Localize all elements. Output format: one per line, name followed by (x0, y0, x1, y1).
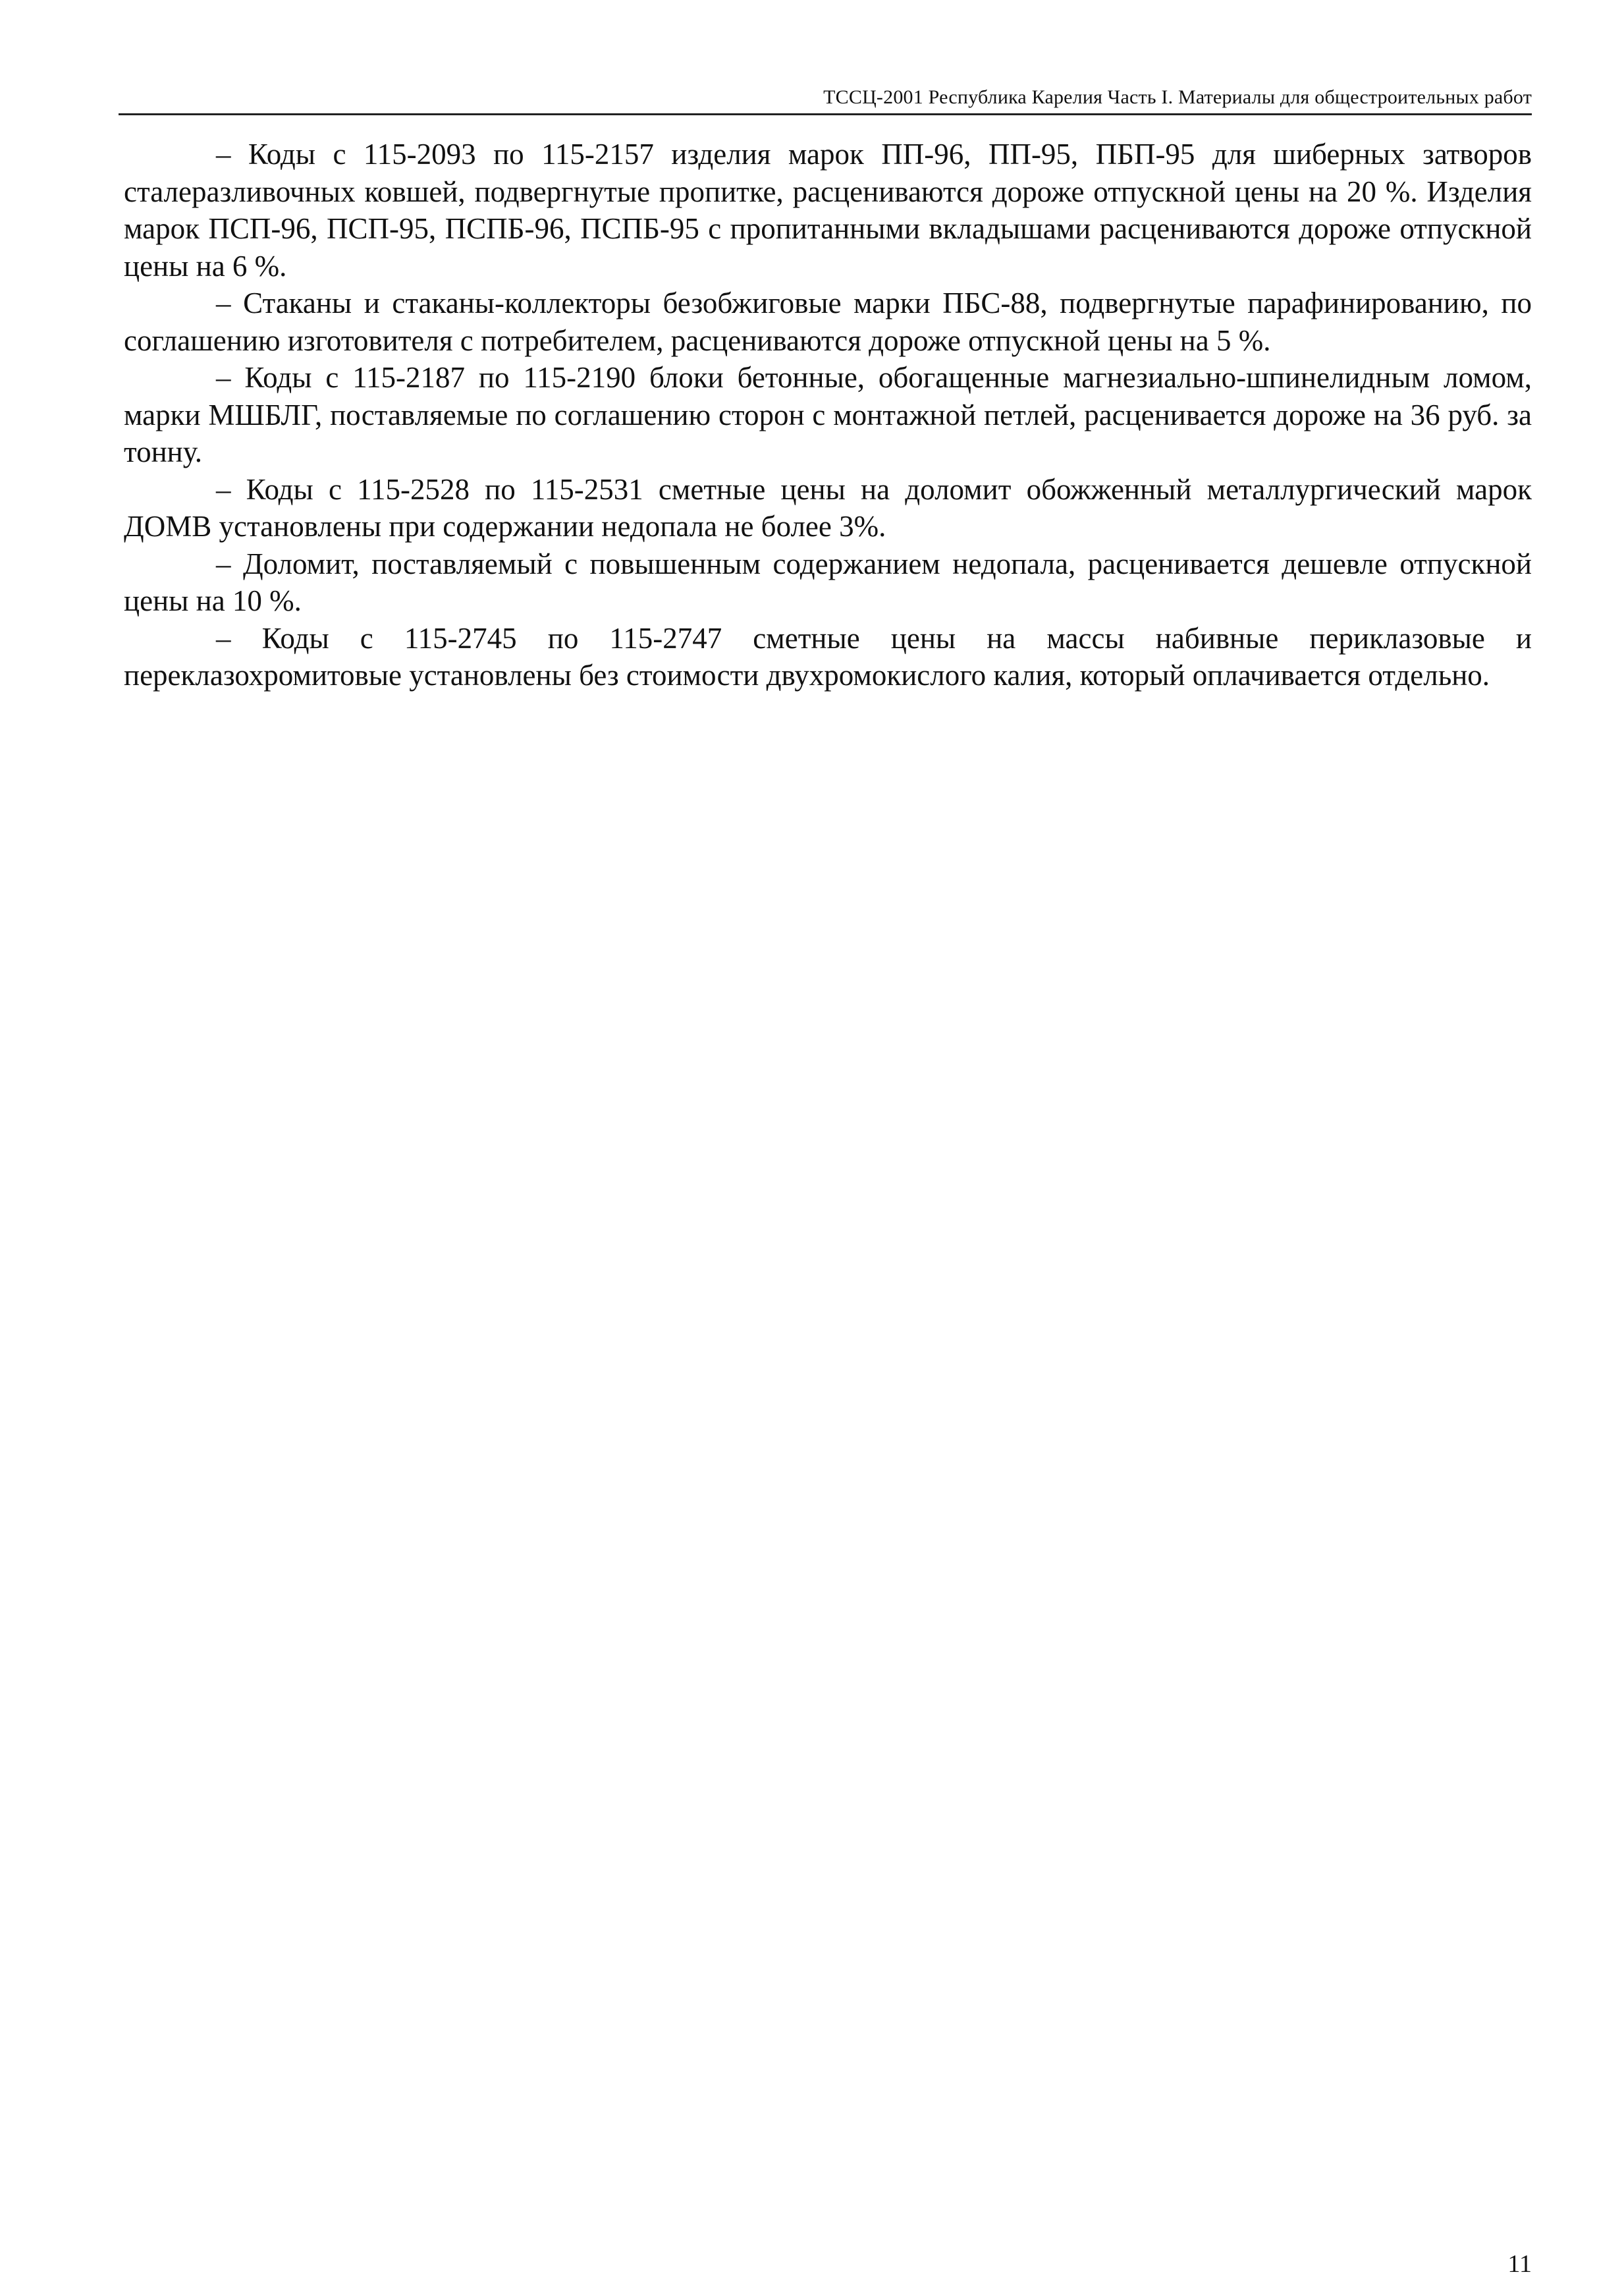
running-header: ТССЦ-2001 Республика Карелия Часть I. Материалы для общестроительных работ (823, 86, 1532, 108)
paragraph-codes-2745-2747: – Коды с 115-2745 по 115-2747 сметные цены на массы набивные периклазовые и переклазохромитовые установлены без стоимости двухромокислого калия, который оплачивается отдельно. (124, 621, 1532, 692)
body-text (124, 136, 1532, 694)
header-divider (119, 113, 1532, 115)
page-number: 11 (1507, 2250, 1532, 2278)
paragraph-pbs-88: – Стаканы и стаканы-коллекторы безобжиговые марки ПБС-88, подвергнутые парафинированию, по соглашению изготовителя с потребителем, расцениваются дороже отпускной цены на 5 %. (124, 287, 1532, 357)
paragraph-dolomite: – Доломит, поставляемый с повышенным содержанием недопала, расценивается дешевле отпускной цены на 10 %. (124, 547, 1532, 617)
paragraph-codes-2528-2531: – Коды с 115-2528 по 115-2531 сметные цены на доломит обожженный металлургический марок ДОМВ установлены при содержании недопала не более 3%. (124, 472, 1532, 543)
paragraph-codes-2093-2157: – Коды с 115-2093 по 115-2157 изделия марок ПП-96, ПП-95, ПБП-95 для шиберных затворов сталеразливочных ковшей, подвергнутые пропитке, расцениваются дороже отпускной цены на 20 %. Изделия марок ПСП-96, ПСП-95, ПСПБ-96, ПСПБ-95 с пропитанными вкладышами расцениваются дороже отпускной цены на 6 %. (124, 138, 1532, 283)
paragraph-codes-2187-2190: – Коды с 115-2187 по 115-2190 блоки бетонные, обогащенные магнезиально-шпинелидным ломом, марки МШБЛГ, поставляемые по соглашению сторон с монтажной петлей, расценивается дороже на 36 руб. за тонну. (124, 361, 1532, 468)
